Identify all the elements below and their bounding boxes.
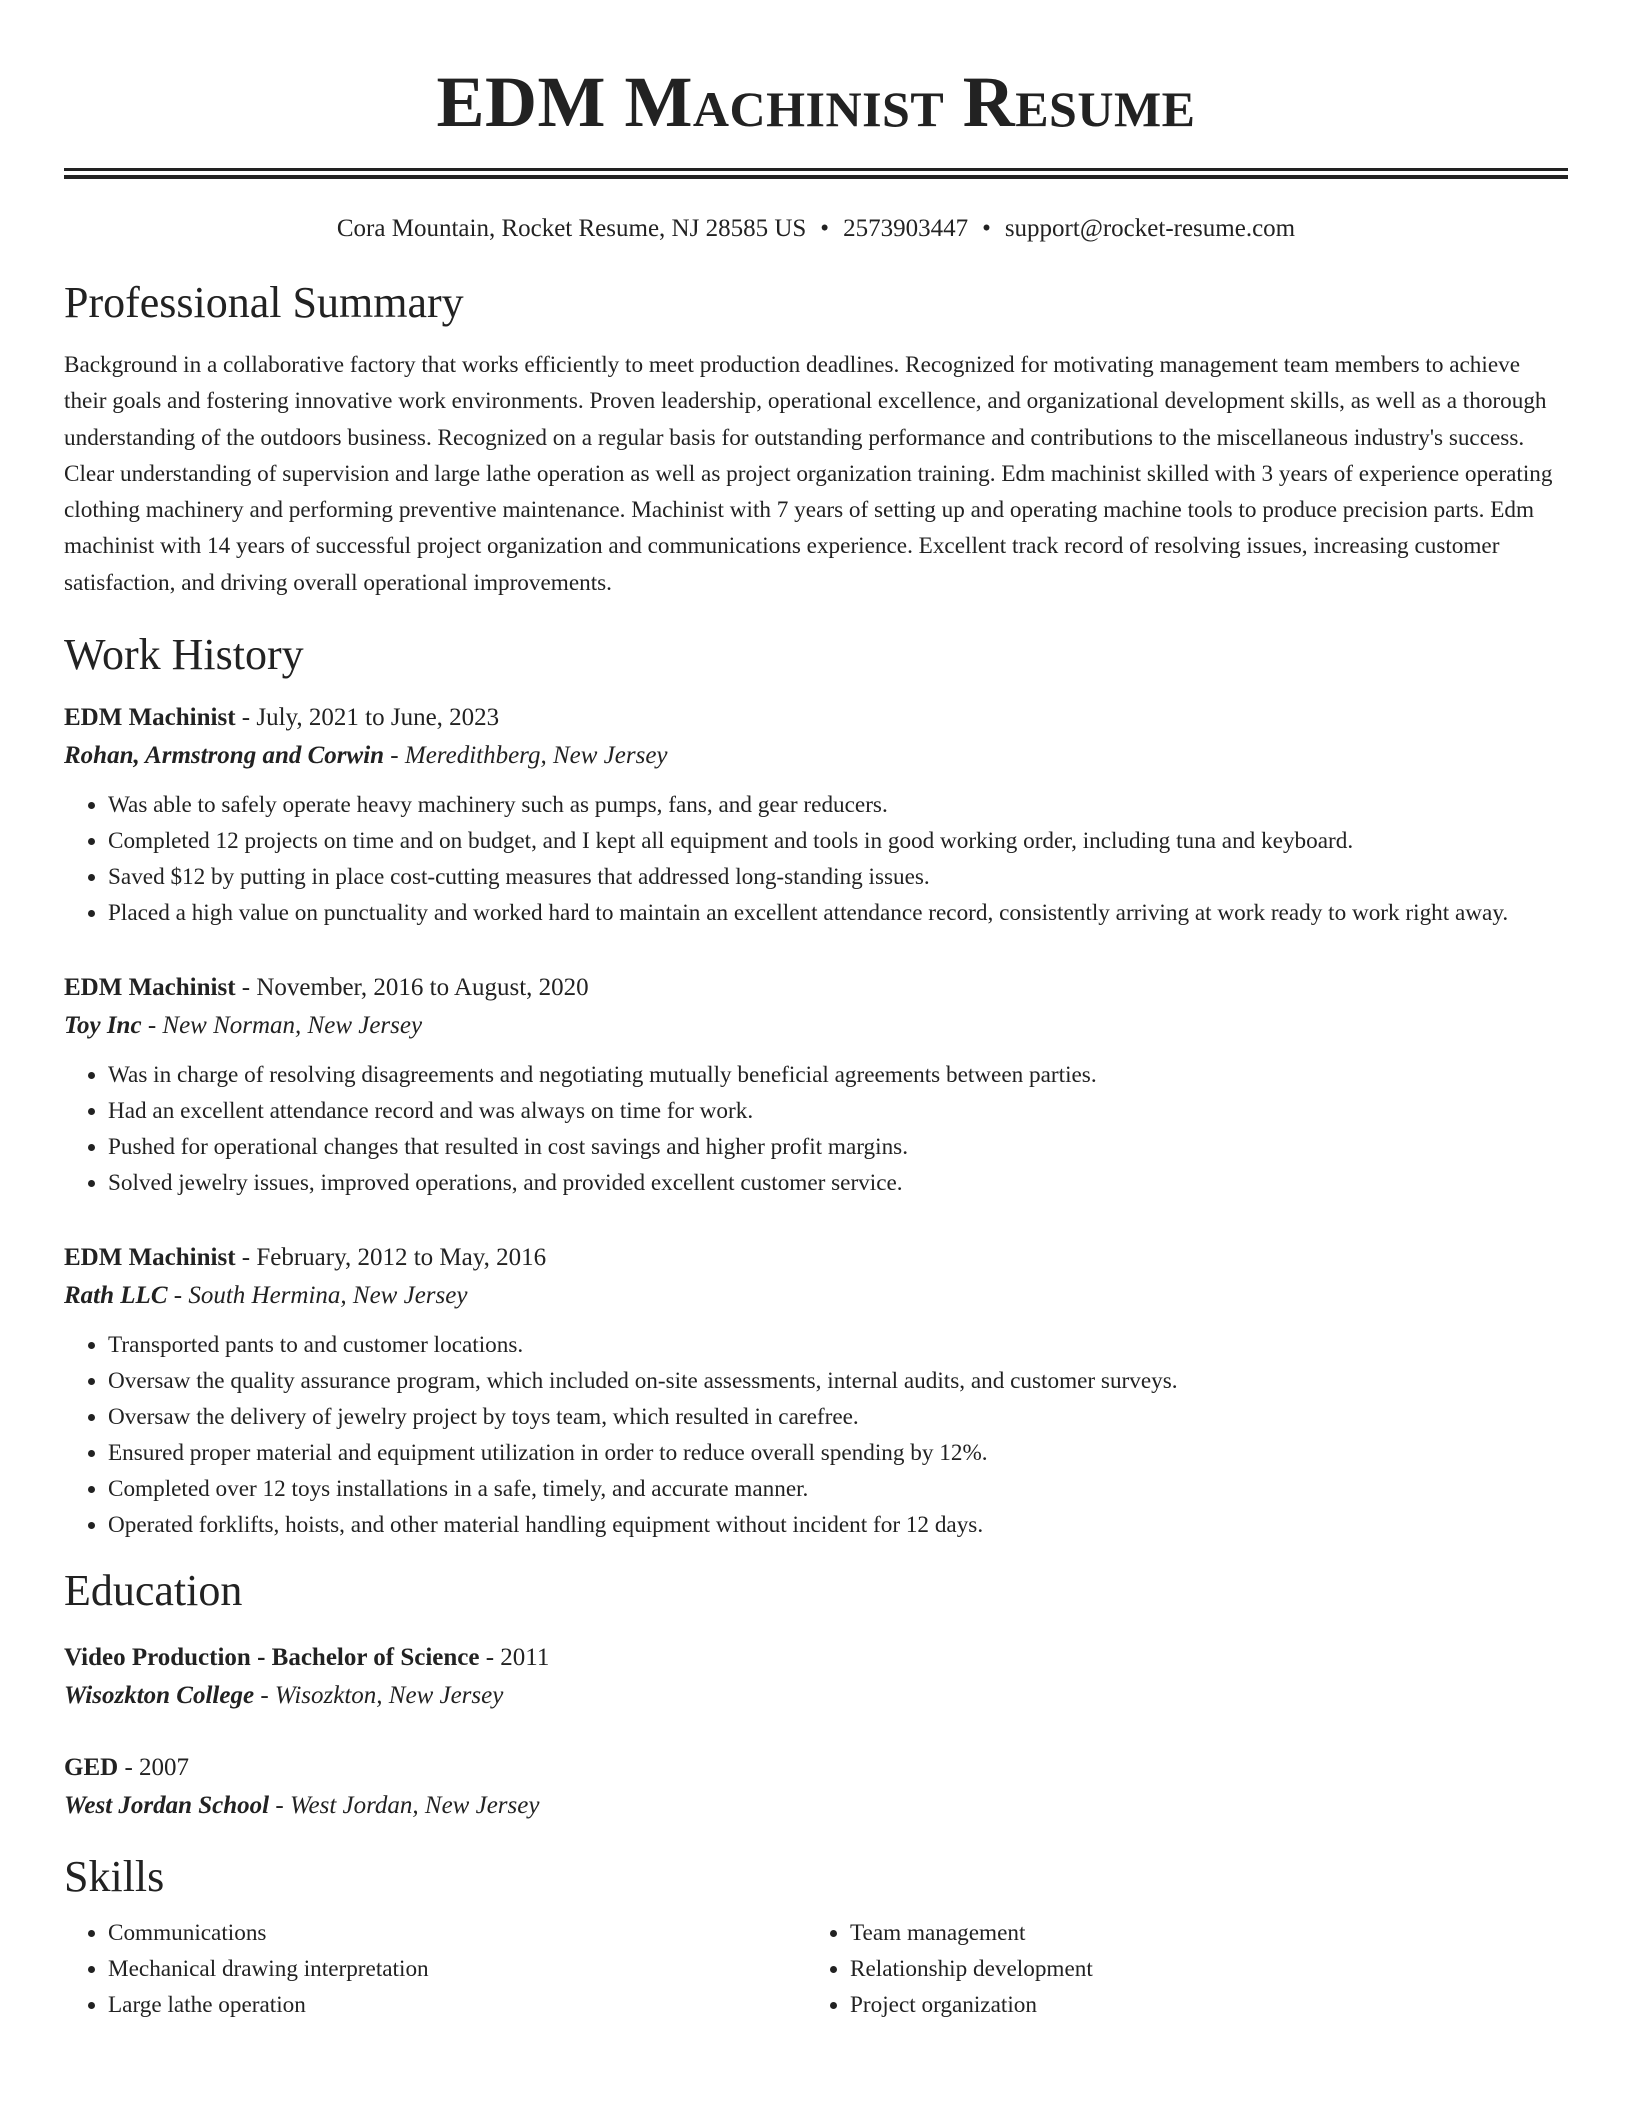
job-duty: • Placed a high value on punctuality and worked hard to maintain an excellent attendance record, consistently arriving at work ready to work right away. xyxy=(108,895,1568,931)
job-duty: • Oversaw the quality assurance program, which included on-site assessments, internal audits, and customer surveys. xyxy=(108,1363,1568,1399)
job-location: - New Norman, New Jersey xyxy=(141,1012,423,1040)
job-duty: • Was able to safely operate heavy machinery such as pumps, fans, and gear reducers. xyxy=(108,787,1568,823)
job-title-line xyxy=(64,699,1568,737)
skills-list xyxy=(64,1915,1568,2023)
job-company-line xyxy=(64,1007,1568,1045)
school-location: - West Jordan, New Jersey xyxy=(269,1792,540,1820)
job-dates: - July, 2021 to June, 2023 xyxy=(235,704,500,732)
job-duties xyxy=(64,1327,1568,1543)
education-entry xyxy=(64,1749,1568,1825)
degree-line xyxy=(64,1639,1568,1677)
job-duty: • Oversaw the delivery of jewelry project by toys team, which resulted in carefree. xyxy=(108,1399,1568,1435)
job-duty: • Solved jewelry issues, improved operations, and provided excellent customer service. xyxy=(108,1165,1568,1201)
job-duty: • Operated forklifts, hoists, and other material handling equipment without incident for 12 days. xyxy=(108,1507,1568,1543)
contact-address: Cora Mountain, Rocket Resume, NJ 28585 US xyxy=(336,215,807,242)
job-entry xyxy=(64,1239,1568,1543)
skill-item: • Project organization xyxy=(850,1987,1548,2023)
degree-line xyxy=(64,1749,1568,1787)
skills-column-left xyxy=(64,1915,806,2023)
skills-column-right xyxy=(806,1915,1548,2023)
school-location: - Wisozkton, New Jersey xyxy=(254,1682,504,1710)
skill-item: • Communications xyxy=(108,1915,806,1951)
job-company: Rath LLC xyxy=(64,1282,168,1310)
job-company: Rohan, Armstrong and Corwin xyxy=(64,742,385,770)
job-duty: • Had an excellent attendance record and was always on time for work. xyxy=(108,1093,1568,1129)
contact-separator: • xyxy=(820,215,830,242)
job-duty: • Pushed for operational changes that resulted in cost savings and higher profit margins. xyxy=(108,1129,1568,1165)
degree: Video Production - Bachelor of Science xyxy=(64,1644,480,1672)
job-entry xyxy=(64,969,1568,1201)
job-dates: - February, 2012 to May, 2016 xyxy=(235,1244,547,1272)
skill-item: • Team management xyxy=(850,1915,1548,1951)
job-duty: • Transported pants to and customer locations. xyxy=(108,1327,1568,1363)
school-line xyxy=(64,1677,1568,1715)
job-dates: - November, 2016 to August, 2020 xyxy=(235,974,589,1002)
education-heading: Education xyxy=(64,1566,243,1616)
degree: GED xyxy=(64,1754,119,1782)
skill-item: • Relationship development xyxy=(850,1951,1548,1987)
graduation-year: - 2011 xyxy=(479,1644,550,1672)
contact-separator: • xyxy=(982,215,991,242)
education-entry xyxy=(64,1639,1568,1715)
skills-heading: Skills xyxy=(64,1852,165,1902)
contact-email: support@rocket-resume.com xyxy=(1004,215,1296,242)
job-title-line xyxy=(64,969,1568,1007)
job-title-line xyxy=(64,1239,1568,1277)
summary-text: Background in a collaborative factory that works efficiently to meet production deadlines. Recognized for motivating management team members to achieve their goals and fostering innovative work environments. Proven leadership, operational excellence, and organizational development skills, as well as a thorough understanding of the outdoors business. Recognized on a regular basis for outstanding performance and contributions to the miscellaneous industry's success. Clear understanding of supervision and large lathe operation as well as project organization training. Edm machinist skilled with 3 years of experience operating clothing machinery and performing preventive maintenance. Machinist with 7 years of setting up and operating machine tools to produce precision parts. Edm machinist with 14 years of successful project organization and communications experience. Excellent track record of resolving issues, increasing customer satisfaction, and driving overall operational improvements. xyxy=(64,352,1553,596)
school-name: West Jordan School xyxy=(64,1792,270,1820)
job-duties xyxy=(64,787,1568,931)
job-duties xyxy=(64,1057,1568,1201)
job-location: - South Hermina, New Jersey xyxy=(167,1282,468,1310)
job-company-line xyxy=(64,1277,1568,1315)
school-name: Wisozkton College xyxy=(64,1682,255,1710)
graduation-year: - 2007 xyxy=(118,1754,190,1782)
job-location: - Meredithberg, New Jersey xyxy=(384,742,668,770)
job-duty: • Was in charge of resolving disagreements and negotiating mutually beneficial agreements between parties. xyxy=(108,1057,1568,1093)
skill-item: • Mechanical drawing interpretation xyxy=(108,1951,806,1987)
work-history-heading: Work History xyxy=(64,630,304,680)
resume-title: EDM Machinist Resume xyxy=(436,62,1196,142)
job-entry xyxy=(64,699,1568,931)
job-duty: • Completed over 12 toys installations in a safe, timely, and accurate manner. xyxy=(108,1471,1568,1507)
title-divider xyxy=(64,168,1568,179)
job-duty: • Ensured proper material and equipment utilization in order to reduce overall spending by 12%. xyxy=(108,1435,1568,1471)
skill-item: • Large lathe operation xyxy=(108,1987,806,2023)
job-company: Toy Inc xyxy=(64,1012,142,1040)
job-company-line xyxy=(64,737,1568,775)
contact-phone: 2573903447 xyxy=(843,215,969,242)
job-title: EDM Machinist xyxy=(64,704,236,732)
summary-heading: Professional Summary xyxy=(64,278,464,327)
contact-line xyxy=(64,213,1568,245)
job-duty: • Completed 12 projects on time and on budget, and I kept all equipment and tools in good working order, including tuna and keyboard. xyxy=(108,823,1568,859)
job-duty: • Saved $12 by putting in place cost-cutting measures that addressed long-standing issues. xyxy=(108,859,1568,895)
job-title: EDM Machinist xyxy=(64,1244,236,1272)
job-title: EDM Machinist xyxy=(64,974,236,1002)
school-line xyxy=(64,1787,1568,1825)
